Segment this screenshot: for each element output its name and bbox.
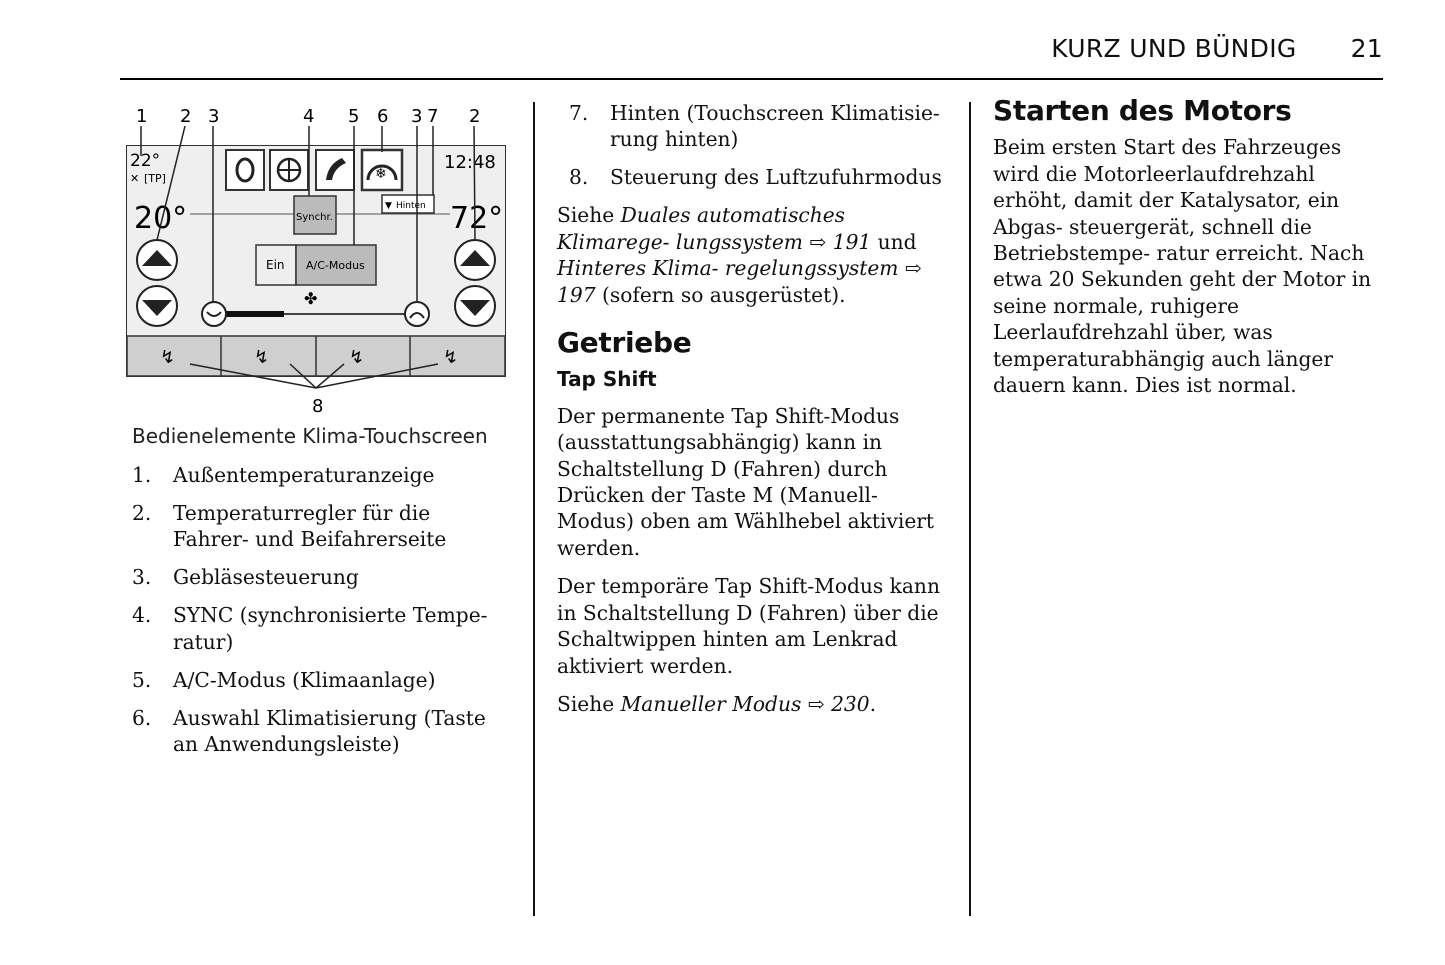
on-button-label: Ein [266, 258, 285, 272]
running-header [1051, 34, 1383, 63]
callout-5: 5 [348, 106, 360, 127]
callout-7: 7 [427, 106, 439, 127]
list-item: 8. Steuerung des Luftzufuhrmodus [569, 165, 942, 190]
climate-touchscreen-figure [120, 100, 520, 420]
airflow-mode-2-icon[interactable]: ↯ [254, 347, 270, 368]
legend-list-continued [569, 100, 942, 191]
page-number: 21 [1350, 34, 1383, 63]
mute-icon: ✕ [130, 172, 140, 185]
callout-4: 4 [303, 106, 315, 127]
clock: 12:48 [444, 152, 496, 173]
section-heading-transmission: Getriebe [557, 326, 692, 360]
list-item: 1. Außentemperaturanzeige [132, 463, 435, 487]
left-column [132, 462, 512, 769]
fan-icon: ✤ [304, 289, 318, 308]
tp-label: [TP] [144, 172, 166, 185]
callout-1: 1 [136, 106, 148, 127]
middle-column [557, 100, 942, 729]
figure-caption: Bedienelemente Klima-Touchscreen [132, 424, 488, 448]
app-icon-1[interactable] [226, 150, 264, 190]
page-ref-197[interactable]: 197 [557, 282, 596, 307]
arrow-icon: ⇨ [809, 229, 827, 254]
outside-temp: 22° [130, 151, 161, 171]
ac-mode-button-label: A/C-Modus [306, 259, 365, 272]
climate-screen-illustration [120, 100, 520, 420]
callout-3-left: 3 [208, 106, 220, 127]
airflow-mode-1-icon[interactable]: ↯ [160, 347, 176, 368]
arrow-icon: ⇨ [904, 256, 922, 281]
figure-legend-list [132, 462, 512, 758]
callout-3-right: 3 [411, 106, 423, 127]
paragraph: Der permanente Tap Shift-Modus (ausstattungsabhängig) kann in Schaltstellung D (Fahren) durch Drücken der Taste M (Manuell- Modus) oben am Wählhebel aktiviert werden. [557, 403, 935, 560]
arrow-icon: ⇨ [807, 691, 825, 716]
callout-6: 6 [377, 106, 389, 127]
list-item: 4. SYNC (synchronisierte Tempe- ratur) [132, 603, 488, 654]
callout-2-right: 2 [469, 106, 481, 127]
header-rule [120, 78, 1383, 80]
list-item: 7. Hinten (Touchscreen Klimatisie- rung hinten) [569, 101, 940, 152]
link-manual-mode[interactable]: Manueller Modus [620, 691, 802, 716]
airflow-mode-3-icon[interactable]: ↯ [349, 347, 365, 368]
rear-arrow-icon: ▼ [385, 201, 392, 211]
fan-down-button[interactable] [202, 302, 226, 326]
snowflake-icon: ❄ [375, 166, 387, 182]
left-temperature: 20° [134, 201, 188, 236]
see-also-climate: Siehe Duales automatisches Klimarege- lungssystem ⇨ 191 und Hinteres Klima- regelungssystem ⇨ 197 (sofern so ausgerüstet). [557, 203, 922, 307]
sync-button-label: Synchr. [296, 212, 333, 223]
callout-8: 8 [312, 396, 324, 417]
list-item: 2. Temperaturregler für die Fahrer- und Beifahrerseite [132, 501, 447, 552]
airflow-mode-4-icon[interactable]: ↯ [443, 347, 459, 368]
list-item: 6. Auswahl Klimatisierung (Taste an Anwendungsleiste) [132, 705, 486, 757]
list-item: 3. Gebläsesteuerung [132, 565, 359, 590]
section-title: KURZ UND BÜNDIG [1051, 34, 1297, 63]
fan-level-bar [226, 311, 284, 317]
right-temperature: 72° [450, 201, 504, 236]
section-heading-engine-start: Starten des Motors [993, 94, 1292, 127]
callout-2-left: 2 [180, 106, 192, 127]
link-rear-climate[interactable]: Hinteres Klima- regelungssystem [557, 256, 899, 281]
right-column [993, 94, 1388, 410]
link-climate-system[interactable]: Duales automatisches Klimarege- lungssystem [557, 203, 846, 254]
paragraph: Beim ersten Start des Fahrzeuges wird die Motorleerlaufdrehzahl erhöht, damit der Katalysator, ein Abgas- steuergerät, schnell die Betriebstempe- ratur erreicht. Nach etwa 20 Sekunden geht der Motor in seine normale, ruhigere Leerlaufdrehzahl über, was temperaturabhängig auch länger dauern kann. Dies ist normal. [993, 135, 1372, 398]
page-ref-191[interactable]: 191 [832, 229, 872, 254]
column-divider-1 [533, 102, 535, 916]
column-divider-2 [969, 102, 971, 916]
rear-button-label: Hinten [396, 201, 426, 211]
page-ref-230[interactable]: 230 [831, 691, 870, 716]
list-item: 5. A/C-Modus (Klimaanlage) [132, 667, 436, 692]
subheading-tap-shift: Tap Shift [557, 367, 657, 392]
paragraph: Der temporäre Tap Shift-Modus kann in Schaltstellung D (Fahren) über die Schaltwippen hinten am Lenkrad aktiviert werden. [557, 574, 940, 678]
see-also-manual-mode: Siehe Manueller Modus ⇨ 230. [557, 691, 877, 716]
